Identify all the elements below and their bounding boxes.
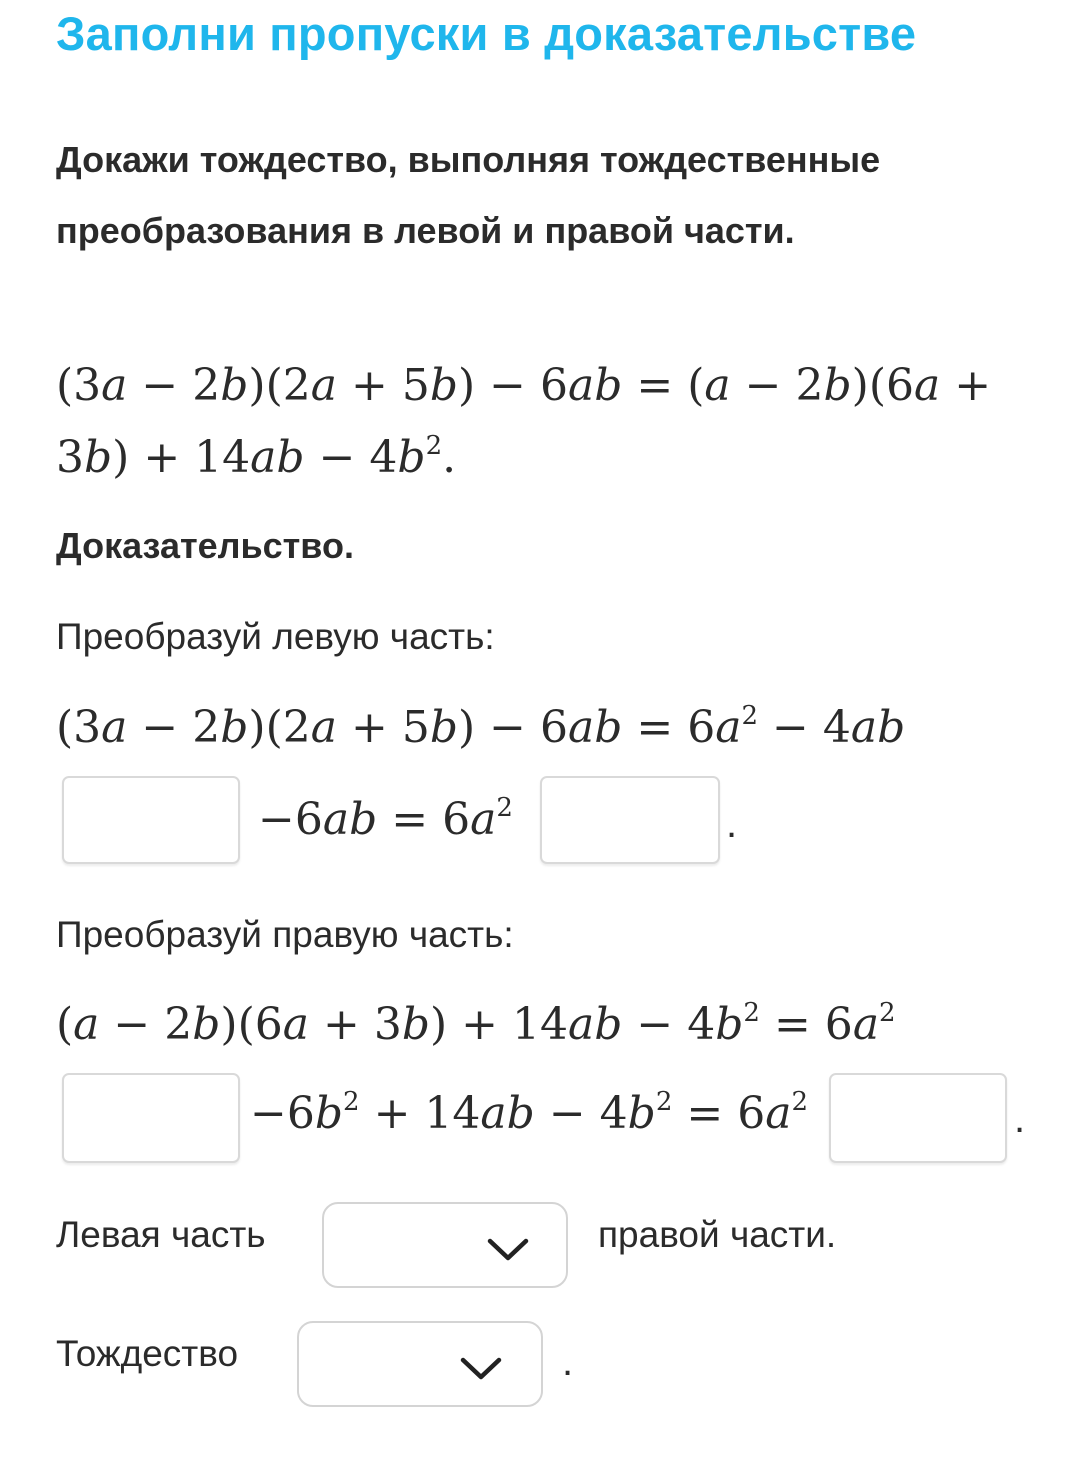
conclusion-2-period: . [562,1340,574,1384]
right-equation-1: $(a - 2b)(6a + 3b) + 14ab - 4b^2 = 6a^2$ [56,998,896,1050]
right-period: . [1014,1097,1026,1141]
right-side-prompt: Преобразуй правую часть: [56,914,514,955]
left-side-prompt: Преобразуй левую часть: [56,616,495,657]
left-equation-2: $-6ab = 6a^2$ [258,793,513,845]
conclusion-1-label: Левая часть [56,1214,266,1255]
identity-status-dropdown[interactable] [297,1321,543,1407]
task-text: Докажи тождество, выполняя тождественные преобразования в левой и правой части. [56,139,881,251]
left-blank-2-input[interactable] [540,776,720,864]
left-blank-1-input[interactable] [62,776,240,864]
conclusion-2-label: Тождество [56,1333,239,1374]
chevron-down-icon [486,1236,530,1264]
right-blank-1-input[interactable] [62,1073,240,1163]
left-equation-1: $(3a - 2b)(2a + 5b) - 6ab = 6a^2 - 4ab$ [56,701,906,753]
page-title: Заполни пропуски в доказательстве [56,7,917,60]
identity-line-1: (3a − 2b)(2a + 5b) − 6ab = (a − 2b)(6a + [56,360,992,411]
conclusion-1-suffix: правой части. [598,1214,837,1255]
left-period: . [726,802,738,846]
right-equation-2: $-6b^2 + 14ab - 4b^2 = 6a^2$ [250,1087,809,1139]
comparison-dropdown[interactable] [322,1202,568,1288]
proof-heading: Доказательство. [56,525,354,566]
right-blank-2-input[interactable] [829,1073,1007,1163]
identity-line-2: $3b) + 14ab - 4b^2$. [56,431,457,483]
chevron-down-icon [459,1355,503,1383]
